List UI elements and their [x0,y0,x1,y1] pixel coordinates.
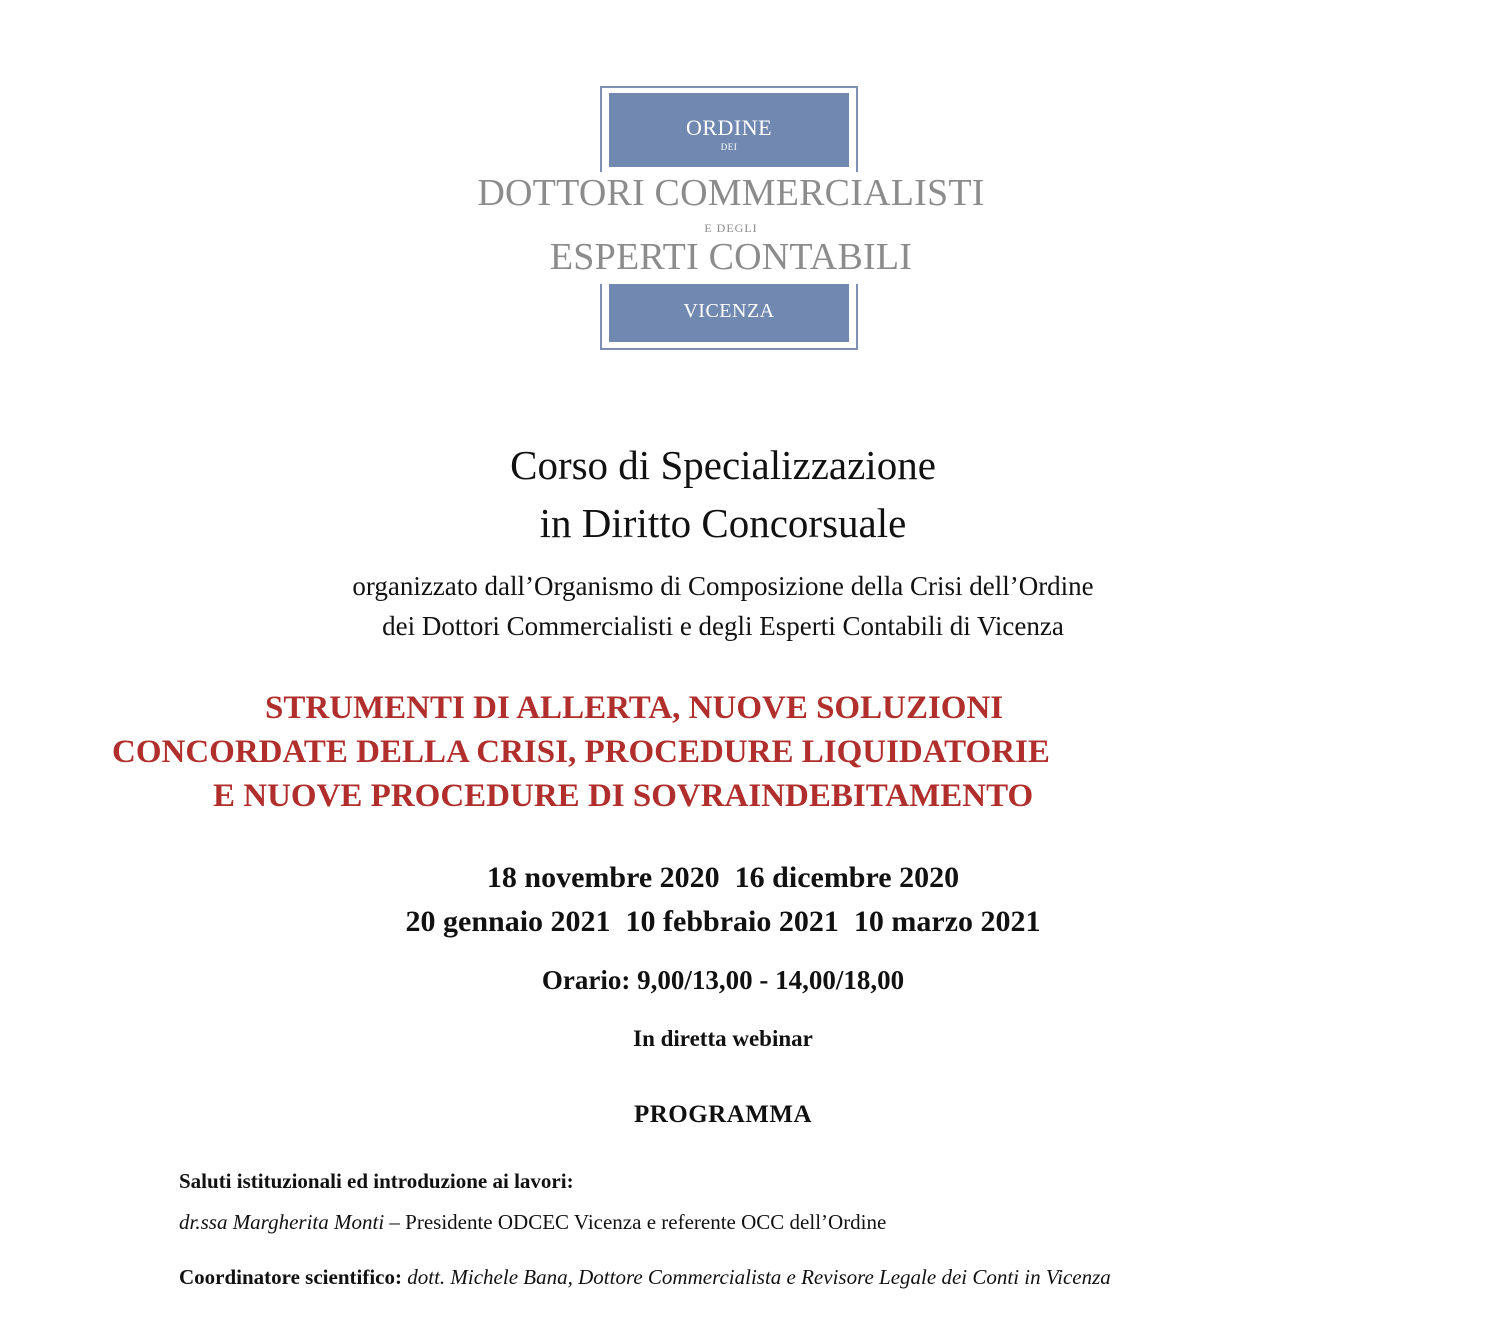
course-hours: Orario: 9,00/13,00 - 14,00/18,00 [541,965,905,995]
logo-dei-text: DEI [720,142,738,152]
odcec-logo [466,86,996,352]
topic-line1: STRUMENTI DI ALLERTA, NUOVE SOLUZIONI [265,690,1004,726]
logo-esperti-text: ESPERTI CONTABILI [549,236,913,278]
saluti-label [179,1166,574,1196]
coordinator-value: dott. Michele Bana, Dottore Commercialista e Revisore Legale dei Conti in Vicenza [401,1265,1111,1289]
speaker-row [179,1207,886,1237]
logo-top-box [609,93,849,167]
logo-dottori-text: DOTTORI COMMERCIALISTI [477,172,985,214]
course-dates [0,856,1446,944]
course-mode: In diretta webinar [633,1026,813,1051]
speaker-name: dr.ssa Margherita Monti [179,1210,385,1234]
topic-line2: CONCORDATE DELLA CRISI, PROCEDURE LIQUIDATORIE [112,734,1050,770]
saluti-label-text: Saluti istituzionali ed introduzione ai lavori: [179,1169,574,1193]
course-title [0,436,1446,552]
organizer-line2: dei Dottori Commercialisti e degli Esperti Contabili di Vicenza [382,611,1064,641]
topic-line3: E NUOVE PROCEDURE DI SOVRAINDEBITAMENTO [213,778,1034,814]
dates-line1: 18 novembre 2020 16 dicembre 2020 [486,861,960,894]
dates-line2: 20 gennaio 2021 10 febbraio 2021 10 marzo 2021 [405,905,1041,938]
logo-connector-text: E DEGLI [704,221,758,235]
course-title-line1: Corso di Specializzazione [510,442,936,488]
coordinator-row [179,1262,1111,1292]
programma-heading: PROGRAMMA [633,1101,813,1128]
speaker-role: – Presidente ODCEC Vicenza e referente OCC dell’Ordine [384,1210,887,1234]
logo-bottom-box [609,284,849,342]
course-title-line2: in Diritto Concorsuale [539,500,907,546]
logo-ordine-text: ORDINE [685,115,773,140]
organizer-text [0,566,1446,646]
coordinator-label: Coordinatore scientifico: [179,1265,402,1289]
logo-city-text: VICENZA [683,300,775,322]
organizer-line1: organizzato dall’Organismo di Composizione della Crisi dell’Ordine [352,571,1094,601]
